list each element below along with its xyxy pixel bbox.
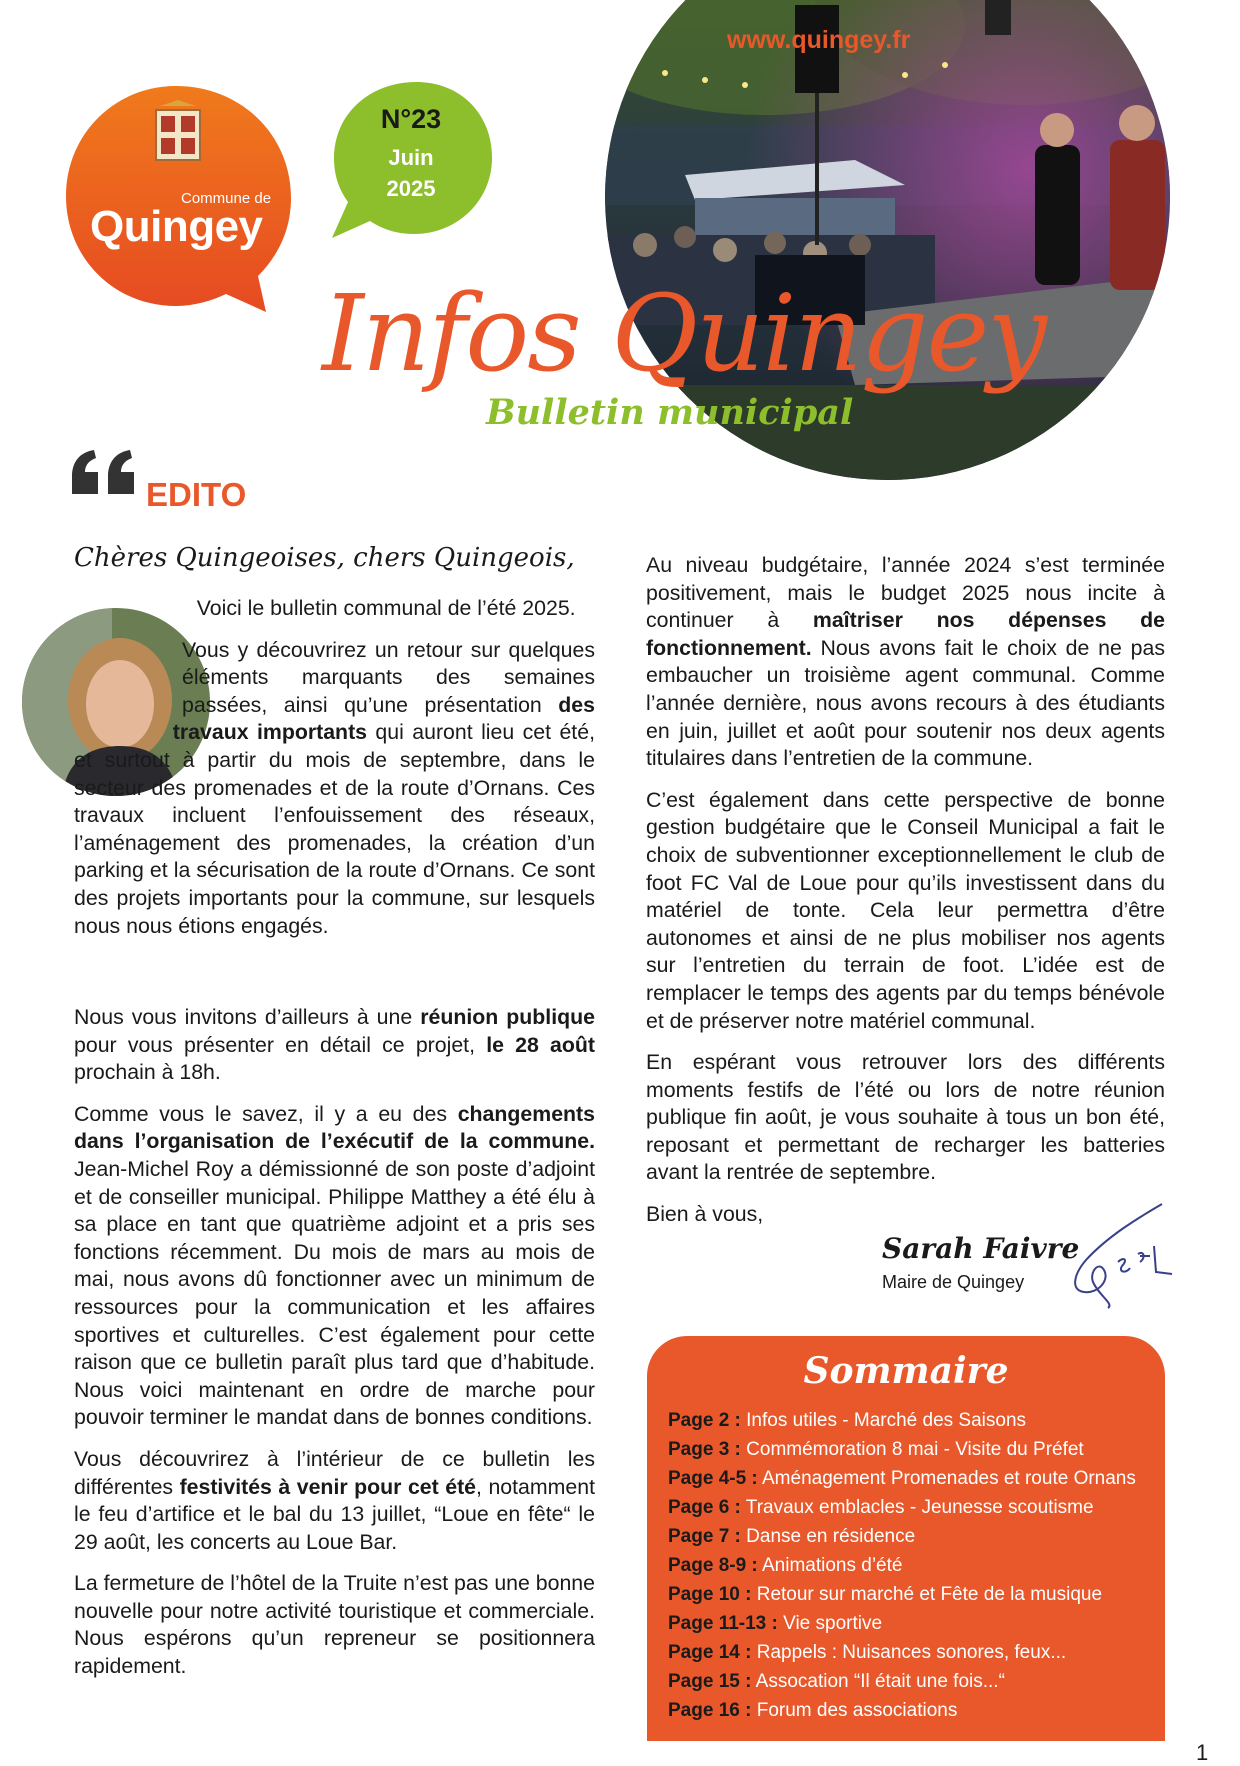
sommaire-list — [668, 1406, 1136, 1725]
logo-small-text: Commune de — [181, 190, 272, 207]
coat-of-arms-icon — [156, 100, 200, 160]
bulletin-title: Infos Quingey — [322, 272, 1046, 395]
edito-column-left — [74, 595, 595, 954]
sommaire-item[interactable]: Page 11-13 : Vie sportive — [668, 1613, 883, 1634]
sommaire-item[interactable]: Page 15 : Assocation “Il était une fois...“ — [668, 1671, 1005, 1692]
sommaire-item[interactable]: Page 7 : Danse en résidence — [668, 1526, 916, 1547]
edito-paragraph-4: Vous découvrirez à l’intérieur de ce bulletin les différentes festivités à venir pour cet été, notamment le feu d’artifice et le bal du 13 juillet, “Loue en fête“ le 29 août, les concerts au Loue Bar. — [74, 1446, 595, 1554]
sommaire-item[interactable]: Page 14 : Rappels : Nuisances sonores, feux... — [668, 1642, 1067, 1663]
page-number: 1 — [1196, 1740, 1209, 1765]
sommaire-item[interactable]: Page 8-9 : Animations d’été — [668, 1555, 903, 1576]
edito-paragraph-6: Au niveau budgétaire, l’année 2024 s’est terminée positivement, mais le budget 2025 nous incite à continuer à maîtriser nos dépenses de fonctionnement. Nous avons fait le choix de ne pas embaucher un troisième agent communal. Comme l’année dernière, nous avons recours à des étudiants en juin, juillet et août pour soutenir nos deux agents titulaires dans l’entretien de la commune. — [646, 553, 1166, 771]
salutation: Chères Quingeoises, chers Quingeois, — [74, 543, 575, 573]
sommaire-item[interactable]: Page 4-5 : Aménagement Promenades et route Ornans — [668, 1468, 1136, 1489]
edito-paragraph-5: La fermeture de l’hôtel de la Truite n’est pas une bonne nouvelle pour notre activité touristique et commerciale. Nous espérons qu’un repreneur se positionnera rapidement. — [74, 1571, 595, 1679]
sommaire-title: Sommaire — [803, 1350, 1009, 1392]
signatory-role: Maire de Quingey — [882, 1272, 1025, 1292]
sommaire-item[interactable]: Page 16 : Forum des associations — [668, 1700, 958, 1721]
edito-paragraph-1: Vous y découvrirez un retour sur quelques éléments marquants des semaines passées, ainsi qu’une présentation des travaux importants qui auront lieu cet été, et surtout à partir du mois de septembre, dans le secteur des promenades et de la route d’Ornans. Ces travaux incluent l’enfouissement des réseaux, l’aménagement des promenades, la création d’un parking et la sécurisation de la route d’Ornans. Ce sont des projets importants pour la commune, sur lesquels nous nous étions engagés. — [74, 637, 595, 938]
sommaire-item[interactable]: Page 6 : Travaux emblacles - Jeunesse scoutisme — [668, 1497, 1094, 1518]
sommaire-item[interactable]: Page 2 : Infos utiles - Marché des Saisons — [668, 1410, 1027, 1431]
quote-icon — [70, 448, 138, 501]
website-url[interactable]: www.quingey.fr — [727, 26, 911, 54]
issue-badge — [326, 78, 496, 248]
sommaire-item[interactable]: Page 10 : Retour sur marché et Fête de la musique — [668, 1584, 1103, 1605]
issue-number: N°23 — [380, 104, 442, 134]
edito-column-left-continued — [74, 1004, 595, 1695]
issue-year: 2025 — [386, 176, 436, 201]
bulletin-subtitle: Bulletin municipal — [486, 392, 854, 433]
edito-paragraph-7: C’est également dans cette perspective de bonne gestion budgétaire que le Conseil Municipal a fait le choix de subventionner exceptionnellement le club de foot FC Val de Loue pour qu’ils investissent dans du matériel de tonte. Cela leur permettra d’être autonomes et ainsi de ne plus mobiliser nos agents sur l’entretien du terrain de foot. L’idée est de remplacer le temps des agents par du temps bénévole et de préserver notre matériel communal. — [646, 787, 1165, 1033]
signatory-name: Sarah Faivre — [882, 1232, 1080, 1265]
logo-name: Quingey — [90, 202, 263, 251]
edito-paragraph-2: Nous vous invitons d’ailleurs à une réunion publique pour vous présenter en détail ce projet, le 28 août prochain à 18h. — [74, 1005, 595, 1085]
issue-month: Juin — [388, 145, 434, 170]
handwritten-signature — [1058, 1200, 1178, 1315]
edito-column-right — [646, 552, 1165, 1243]
commune-logo — [66, 80, 306, 320]
sommaire-item[interactable]: Page 3 : Commémoration 8 mai - Visite du Préfet — [668, 1439, 1084, 1460]
edito-paragraph-8: En espérant vous retrouver lors des différents moments festifs de l’été ou lors de notre réunion publique fin août, je vous souhaite à tous un bon été, reposant et permettant de recharger les batteries avant la rentrée de septembre. — [646, 1050, 1165, 1185]
edito-paragraph-3: Comme vous le savez, il y a eu des changements dans l’organisation de l’exécutif de la commune. Jean-Michel Roy a démissionné de son poste d’adjoint et de conseiller municipal. Philippe Matthey a été élu à sa place en tant que quatrième adjoint et a pris ses fonctions récemment. Du mois de mars au mois de mai, nous avons dû fonctionner avec un minimum de ressources pour la communication et les affaires sportives et culturelles. C’est également pour cette raison que ce bulletin paraît plus tard que d’habitude. Nous voici maintenant en ordre de marche pour pouvoir terminer le mandat dans de bonnes conditions. — [74, 1101, 595, 1430]
edito-closing: Bien à vous, — [646, 1202, 764, 1227]
table-of-contents — [647, 1336, 1165, 1741]
edito-heading: EDITO — [146, 476, 247, 513]
edito-intro: Voici le bulletin communal de l’été 2025. — [196, 596, 576, 620]
